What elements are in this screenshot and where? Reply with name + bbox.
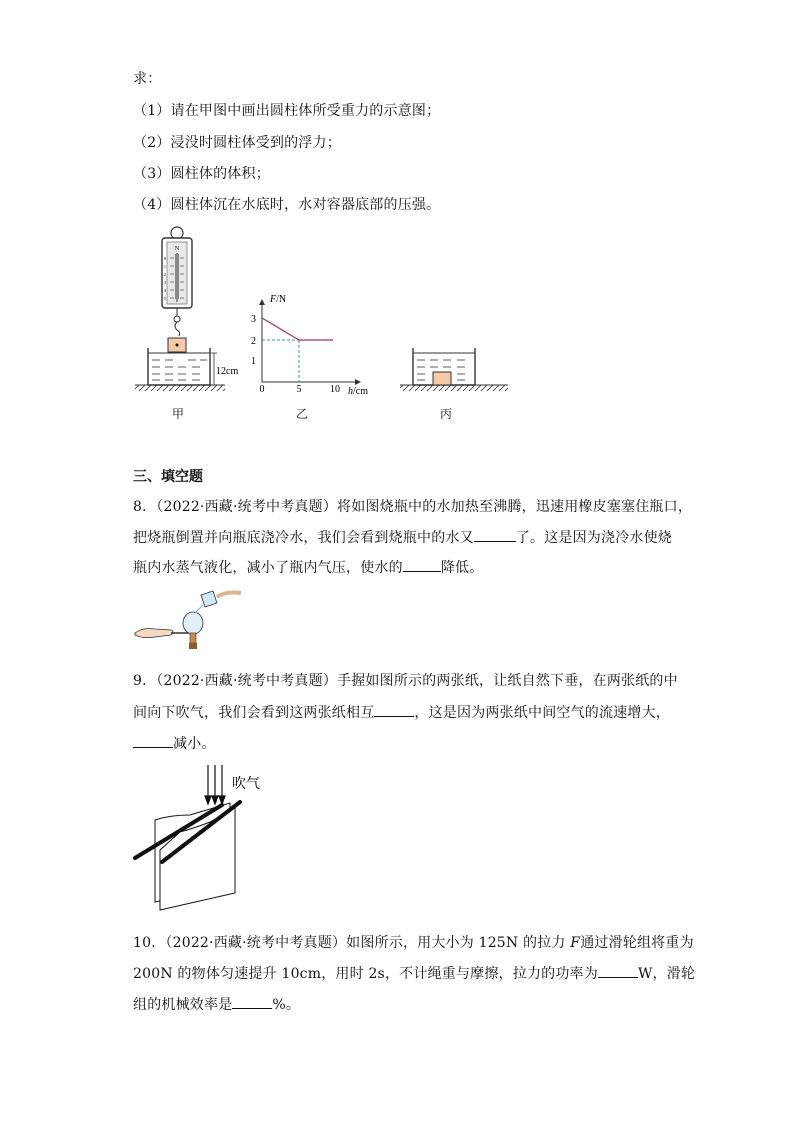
scale-tick-2: 2 <box>163 272 166 277</box>
question-part-4: （4）圆柱体沉在水底时，水对容器底部的压强。 <box>133 197 441 213</box>
answer-blank[interactable] <box>232 994 272 1009</box>
answer-blank[interactable] <box>403 557 441 572</box>
caption-jia: 甲 <box>172 407 185 421</box>
q8-line-3 <box>133 557 483 577</box>
q10-line-2 <box>133 963 695 983</box>
q9-line-2 <box>133 702 670 722</box>
spring-scale <box>162 227 192 336</box>
x-tick-10: 10 <box>330 384 340 395</box>
q10-line-3 <box>133 994 300 1014</box>
q9-text-a: 间向下吹气，我们会看到这两张纸相互 <box>133 705 375 721</box>
depth-label: 12cm <box>216 366 239 377</box>
answer-blank[interactable] <box>133 733 173 748</box>
scale-tick-3: 3 <box>163 280 166 285</box>
graph-yi <box>251 294 368 397</box>
answer-blank[interactable] <box>598 963 638 978</box>
q10-text-c: 200N 的物体匀速提升 10cm，用时 2s，不计绳重与摩擦，拉力的功率为 <box>133 966 598 982</box>
section-title: 三、填空题 <box>133 469 203 485</box>
q8-text-b: 了。这是因为浇冷水使烧 <box>515 530 673 546</box>
figure-paper-sheets <box>130 760 280 915</box>
question-ask: 求： <box>133 71 162 87</box>
q9-line-3 <box>133 733 216 753</box>
q10-text-b: 通过滑轮组将重为 <box>580 935 694 951</box>
q8-line-1: 8．（2022·西藏·统考中考真题）将如图烧瓶中的水加热至沸腾，迅速用橡皮塞塞住瓶口， <box>133 499 693 515</box>
question-part-3: （3）圆柱体的体积； <box>133 166 270 182</box>
y-tick-3: 3 <box>251 314 256 325</box>
question-part-2: （2）浸没时圆柱体受到的浮力； <box>133 135 341 151</box>
q10-text-a: 10．（2022·西藏·统考中考真题）如图所示，用大小为 125N 的拉力 <box>133 935 571 951</box>
q9-text-b: ，这是因为两张纸中间空气的流速增大， <box>414 705 671 721</box>
force-depth-line <box>262 318 333 340</box>
blow-label: 吹气 <box>232 777 260 792</box>
q8-text-a: 把烧瓶倒置并向瓶底浇冷水，我们会看到烧瓶中的水又 <box>133 530 474 546</box>
question-part-1: （1）请在甲图中画出圆柱体所受重力的示意图； <box>133 103 441 119</box>
y-axis-label: F/N <box>270 294 287 305</box>
caption-bing: 丙 <box>440 407 453 421</box>
caption-yi: 乙 <box>296 407 309 421</box>
scale-unit-label: N <box>174 246 180 252</box>
scale-tick-5: 5 <box>163 296 166 301</box>
answer-blank[interactable] <box>474 527 516 542</box>
q9-text-c: 减小。 <box>173 736 216 752</box>
q10-line-1 <box>133 932 694 952</box>
container-jia <box>135 348 238 391</box>
q9-line-1: 9．（2022·西藏·统考中考真题）手握如图所示的两张纸，让纸自然下垂，在两张纸的中 <box>133 673 678 689</box>
y-tick-1: 1 <box>251 356 256 367</box>
scale-tick-0: 0 <box>163 256 166 261</box>
answer-blank[interactable] <box>374 702 414 717</box>
x-tick-5: 5 <box>296 384 302 395</box>
q10-force-var: F <box>570 935 581 951</box>
figure-flask <box>133 585 243 653</box>
q8-line-2 <box>133 527 672 547</box>
q8-text-d: 降低。 <box>440 560 484 576</box>
y-tick-2: 2 <box>251 336 256 347</box>
q10-text-e: 组的机械效率是 <box>133 997 233 1013</box>
scale-tick-1: 1 <box>163 264 166 269</box>
figure-jia-yi-bing <box>130 220 520 400</box>
scale-tick-4: 4 <box>163 288 166 293</box>
x-tick-0: 0 <box>259 384 265 395</box>
q10-text-f: %。 <box>272 997 301 1013</box>
q10-text-d: W，滑轮 <box>637 966 696 982</box>
q8-text-c: 瓶内水蒸气液化，减小了瓶内气压，使水的 <box>133 560 403 576</box>
container-bing <box>400 348 508 391</box>
x-axis-label: h/cm <box>348 386 368 397</box>
